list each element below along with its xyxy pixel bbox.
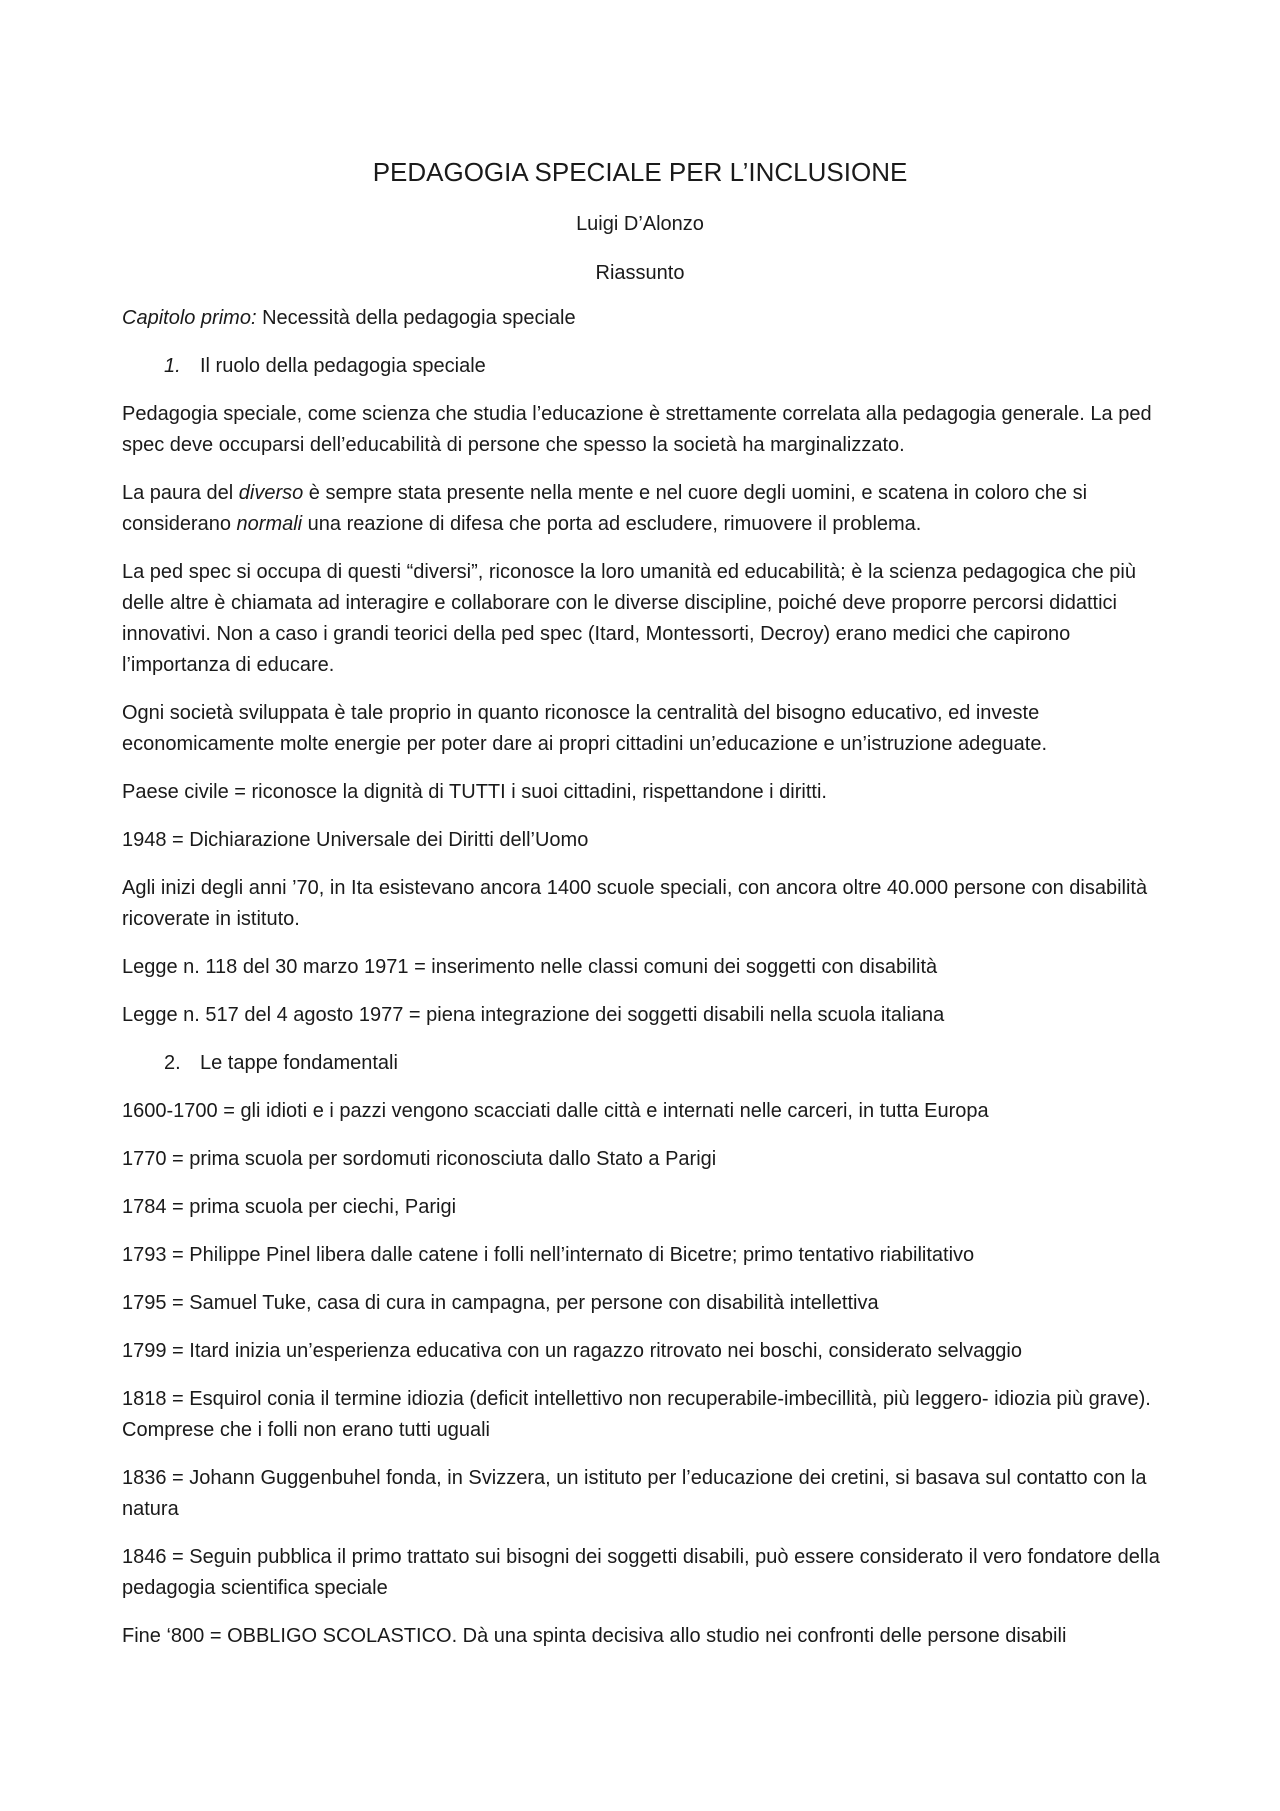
section-heading-1 [122,351,1172,382]
timeline-entry: 1799 = Itard inizia un’esperienza educativa con un ragazzo ritrovato nei boschi, considerato selvaggio [122,1340,1022,1362]
paragraph [122,478,1172,540]
text-run: La paura del [122,482,239,504]
section-title: Il ruolo della pedagogia speciale [200,355,486,377]
section-number: 2. [164,1052,181,1074]
chapter-title: Necessità della pedagogia speciale [262,307,576,329]
timeline-entry: 1818 = Esquirol conia il termine idiozia (deficit intellettivo non recuperabile-imbecillità, più leggero- idiozia più grave). Comprese che i folli non erano tutti uguali [122,1388,1151,1441]
paragraph: La ped spec si occupa di questi “diversi”, riconosce la loro umanità ed educabilità; è la scienza pedagogica che più delle altre è chiamata ad interagire e collaborare con le diverse discipline, poiché deve proporre percorsi didattici innovativi. Non a caso i grandi teorici della ped spec (Itard, Montessorti, Decroy) erano medici che capirono l’importanza di educare. [122,561,1136,676]
timeline-entry: Fine ‘800 = OBBLIGO SCOLASTICO. Dà una spinta decisiva allo studio nei confronti delle persone disabili [122,1625,1067,1647]
paragraph: Legge n. 517 del 4 agosto 1977 = piena integrazione dei soggetti disabili nella scuola italiana [122,1004,945,1026]
document-subtitle: Riassunto [595,262,685,284]
emphasis-text: normali [236,513,303,535]
timeline-entry: 1795 = Samuel Tuke, casa di cura in campagna, per persone con disabilità intellettiva [122,1292,879,1314]
document-body [122,303,1172,1669]
paragraph: 1948 = Dichiarazione Universale dei Diritti dell’Uomo [122,829,589,851]
text-run: una reazione di difesa che porta ad escludere, rimuovere il problema. [302,513,922,535]
section-number: 1. [164,355,181,377]
paragraph: Agli inizi degli anni ’70, in Ita esistevano ancora 1400 scuole speciali, con ancora oltre 40.000 persone con disabilità ricoverate in istituto. [122,877,1148,930]
timeline-entry: 1770 = prima scuola per sordomuti riconosciuta dallo Stato a Parigi [122,1148,717,1170]
timeline-entry: 1836 = Johann Guggenbuhel fonda, in Svizzera, un istituto per l’educazione dei cretini, si basava sul contatto con la natura [122,1467,1147,1520]
timeline-entry: 1793 = Philippe Pinel libera dalle catene i folli nell’internato di Bicetre; primo tentativo riabilitativo [122,1244,975,1266]
document-author: Luigi D’Alonzo [576,213,704,235]
timeline-entry: 1784 = prima scuola per ciechi, Parigi [122,1196,457,1218]
paragraph: Paese civile = riconosce la dignità di TUTTI i suoi cittadini, rispettandone i diritti. [122,781,827,803]
text-run: è sempre stata presente nella mente e nel cuore degli uomini, e scatena in coloro che si considerano [122,482,1088,535]
chapter-heading [122,303,1172,334]
paragraph: Pedagogia speciale, come scienza che studia l’educazione è strettamente correlata alla pedagogia generale. La ped spec deve occuparsi dell’educabilità di persone che spesso la società ha marginalizzato. [122,403,1152,456]
section-title: Le tappe fondamentali [200,1052,398,1074]
section-heading-2 [122,1048,1172,1079]
timeline-entry: 1846 = Seguin pubblica il primo trattato sui bisogni dei soggetti disabili, può essere considerato il vero fondatore della pedagogia scientifica speciale [122,1546,1160,1599]
paragraph: Legge n. 118 del 30 marzo 1971 = inserimento nelle classi comuni dei soggetti con disabilità [122,956,938,978]
document-title: PEDAGOGIA SPECIALE PER L’INCLUSIONE [372,157,908,187]
timeline-entry: 1600-1700 = gli idioti e i pazzi vengono scacciati dalle città e internati nelle carceri, in tutta Europa [122,1100,989,1122]
paragraph: Ogni società sviluppata è tale proprio in quanto riconosce la centralità del bisogno educativo, ed investe economicamente molte energie per poter dare ai propri cittadini un’educazione e un’istruzione adeguate. [122,702,1048,755]
chapter-label: Capitolo primo: [122,307,257,329]
emphasis-text: diverso [238,482,304,504]
